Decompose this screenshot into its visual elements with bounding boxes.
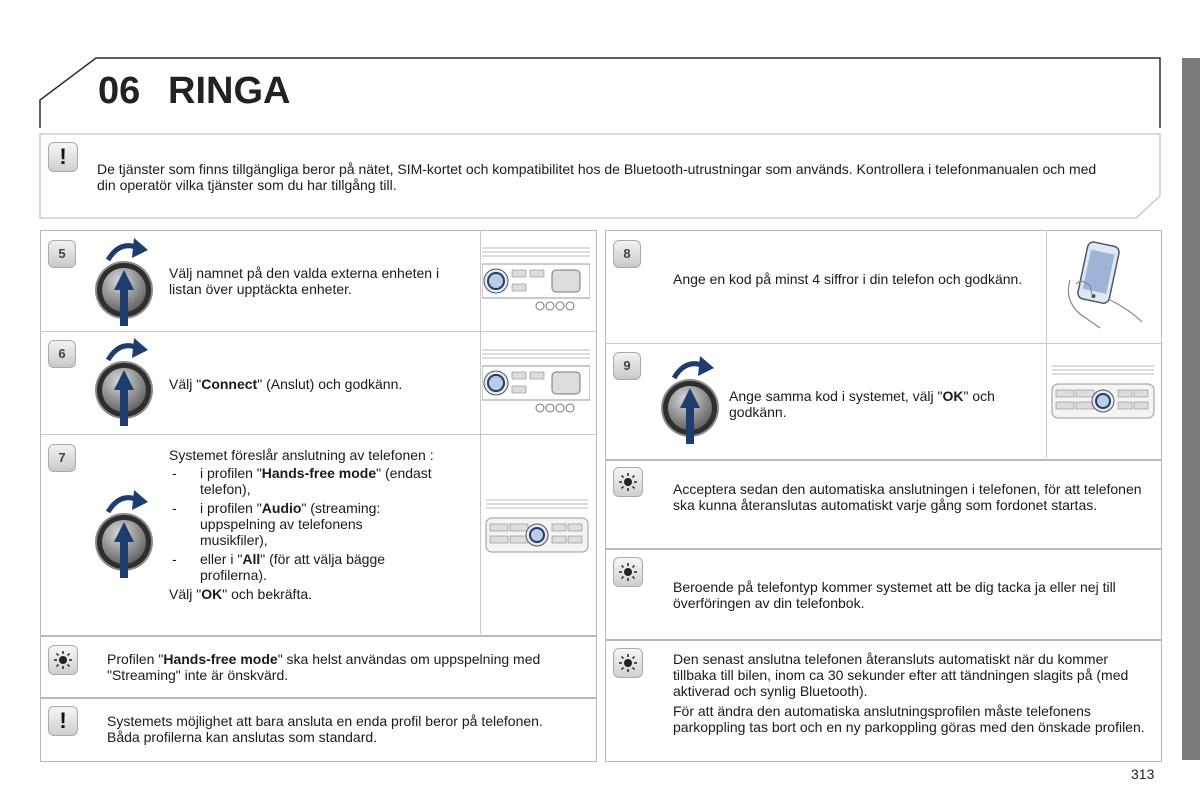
chapter-number: 06: [98, 70, 141, 112]
page-title: RINGA: [168, 70, 291, 112]
step-5-text: Välj namnet på den valda externa enheten i listan över upptäckta enheter.: [169, 265, 440, 297]
list-item: - i profilen "Hands-free mode" (endast telefon),: [169, 465, 434, 497]
lightbulb-tip-icon: [613, 648, 643, 678]
radio-panel-image: [482, 244, 590, 321]
page-number: 313: [1131, 766, 1155, 782]
step-6-badge: 6: [48, 340, 76, 368]
lightbulb-tip-icon: [613, 467, 643, 497]
knob-turn-press-icon: [90, 484, 160, 587]
knob-turn-press-icon: [90, 232, 160, 335]
radio-panel-small-image: [1050, 362, 1156, 437]
lightbulb-tip-icon: [48, 645, 78, 675]
lightbulb-tip-icon: [613, 557, 643, 587]
step-8-text: Ange en kod på minst 4 siffror i din telefon och godkänn.: [673, 271, 1023, 287]
step-9-text: Ange samma kod i systemet, välj "OK" och godkänn.: [729, 388, 995, 420]
list-item: - i profilen "Audio" (streaming: uppspelning av telefonens musikfiler),: [169, 500, 434, 548]
tip-3-text: Beroende på telefontyp kommer systemet att be dig tacka ja eller nej till överföringen av din telefonbok.: [673, 579, 1116, 611]
warning-2-text: Systemets möjlighet att bara ansluta en enda profil beror på telefonen. Båda profilerna kan anslutas som standard.: [107, 713, 543, 745]
phone-in-hand-image: [1060, 240, 1144, 335]
step-5-badge: 5: [48, 240, 76, 268]
step-7-text: Systemet föreslår anslutning av telefonen : - i profilen "Hands-free mode" (endast telefon), - i profilen "Audio" (streaming: uppspelning av telefonens musikfiler), - eller i "All" (för att välja bägge profilerna). Välj "OK" och bekräfta.: [169, 447, 434, 602]
tip-2-text: Acceptera sedan den automatiska anslutningen i telefonen, för att telefonen ska kunna återanslutas automatiskt varje gång som fordonet startas.: [673, 481, 1142, 513]
step-6-text: Välj "Connect" (Anslut) och godkänn.: [169, 376, 403, 392]
warning-icon: !: [48, 706, 78, 736]
notice-text: De tjänster som finns tillgängliga beror på nätet, SIM-kortet och kompatibilitet hos de Bluetooth-utrustningar som används. Kontrollera i telefonmanualen och med din operatör vilka tjänster som du har tillgång till.: [97, 161, 1097, 193]
tip-1-text: Profilen "Hands-free mode" ska helst användas om uppspelning med "Streaming" inte är önskvärd.: [107, 651, 541, 683]
knob-turn-press-icon: [90, 332, 160, 435]
warning-icon: !: [48, 142, 78, 172]
list-item: - eller i "All" (för att välja bägge profilerna).: [169, 551, 434, 583]
knob-turn-press-icon: [656, 350, 726, 453]
radio-panel-image: [482, 346, 590, 423]
tip-4-text: Den senast anslutna telefonen återansluts automatiskt när du kommer tillbaka till bilen, inom ca 30 sekunder efter att tändningen slagits på (med aktiverad och synlig Bluetooth). För att ändra den automatiska anslutningsprofilen måste telefonens parkoppling tas bort och en ny parkoppling göras med den önskade profilen.: [673, 651, 1145, 735]
step-9-badge: 9: [613, 352, 641, 380]
notice-frame: [0, 0, 1200, 230]
step-8-badge: 8: [613, 240, 641, 268]
radio-panel-small-image: [484, 496, 590, 571]
step-7-badge: 7: [48, 444, 76, 472]
